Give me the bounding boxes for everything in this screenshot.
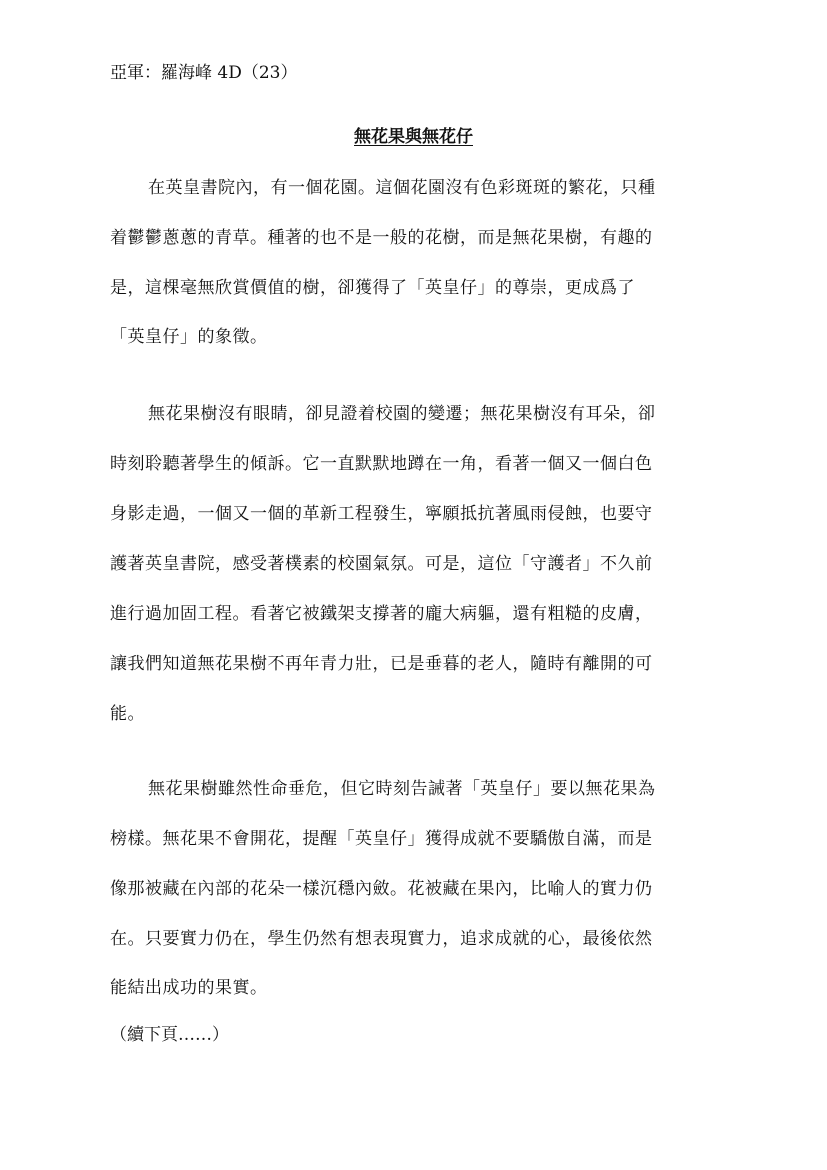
paragraph-3-line-1: 無花果樹雖然性命垂危，但它時刻告誡著「英皇仔」要以無花果為 — [148, 779, 656, 799]
author-line: 亞軍：羅海峰 4D（23） — [110, 63, 298, 83]
paragraph-3-line-2: 榜樣。無花果不會開花，提醒「英皇仔」獲得成就不要驕傲自滿，而是 — [110, 829, 653, 849]
paragraph-1-line-3: 是，這棵毫無欣賞價值的樹，卻獲得了「英皇仔」的尊崇，更成爲了 — [110, 278, 635, 298]
paragraph-1-line-4: 「英皇仔」的象徵。 — [110, 327, 268, 347]
paragraph-3-line-4: 在。只要實力仍在，學生仍然有想表現實力，追求成就的心，最後依然 — [110, 929, 653, 949]
paragraph-2-line-7: 能。 — [110, 704, 145, 724]
paragraph-3-line-5: 能結出成功的果實。 — [110, 978, 268, 998]
paragraph-2-line-6: 讓我們知道無花果樹不再年青力壯，已是垂暮的老人，隨時有離開的可 — [110, 654, 653, 674]
paragraph-2-line-5: 進行過加固工程。看著它被鐵架支撐著的龐大病軀，還有粗糙的皮膚， — [110, 604, 653, 624]
paragraph-2-line-3: 身影走過，一個又一個的革新工程發生，寧願抵抗著風雨侵蝕，也要守 — [110, 504, 653, 524]
paragraph-1-line-1: 在英皇書院內，有一個花園。這個花園沒有色彩斑斑的繁花，只種 — [148, 178, 656, 198]
paragraph-2-line-1: 無花果樹沒有眼睛，卻見證着校園的變遷；無花果樹沒有耳朵，卻 — [148, 404, 656, 424]
paragraph-1-line-2: 着鬱鬱蔥蔥的青草。種著的也不是一般的花樹，而是無花果樹，有趣的 — [110, 228, 653, 248]
paragraph-2-line-4: 護著英皇書院，感受著樸素的校園氣氛。可是，這位「守護者」不久前 — [110, 554, 653, 574]
essay-title: 無花果與無花仔 — [354, 127, 473, 147]
paragraph-3-line-3: 像那被藏在內部的花朵一樣沉穩內斂。花被藏在果內，比喻人的實力仍 — [110, 879, 653, 899]
continued-note: （續下頁……） — [110, 1025, 229, 1045]
paragraph-2-line-2: 時刻聆聽著學生的傾訴。它一直默默地蹲在一角，看著一個又一個白色 — [110, 454, 653, 474]
